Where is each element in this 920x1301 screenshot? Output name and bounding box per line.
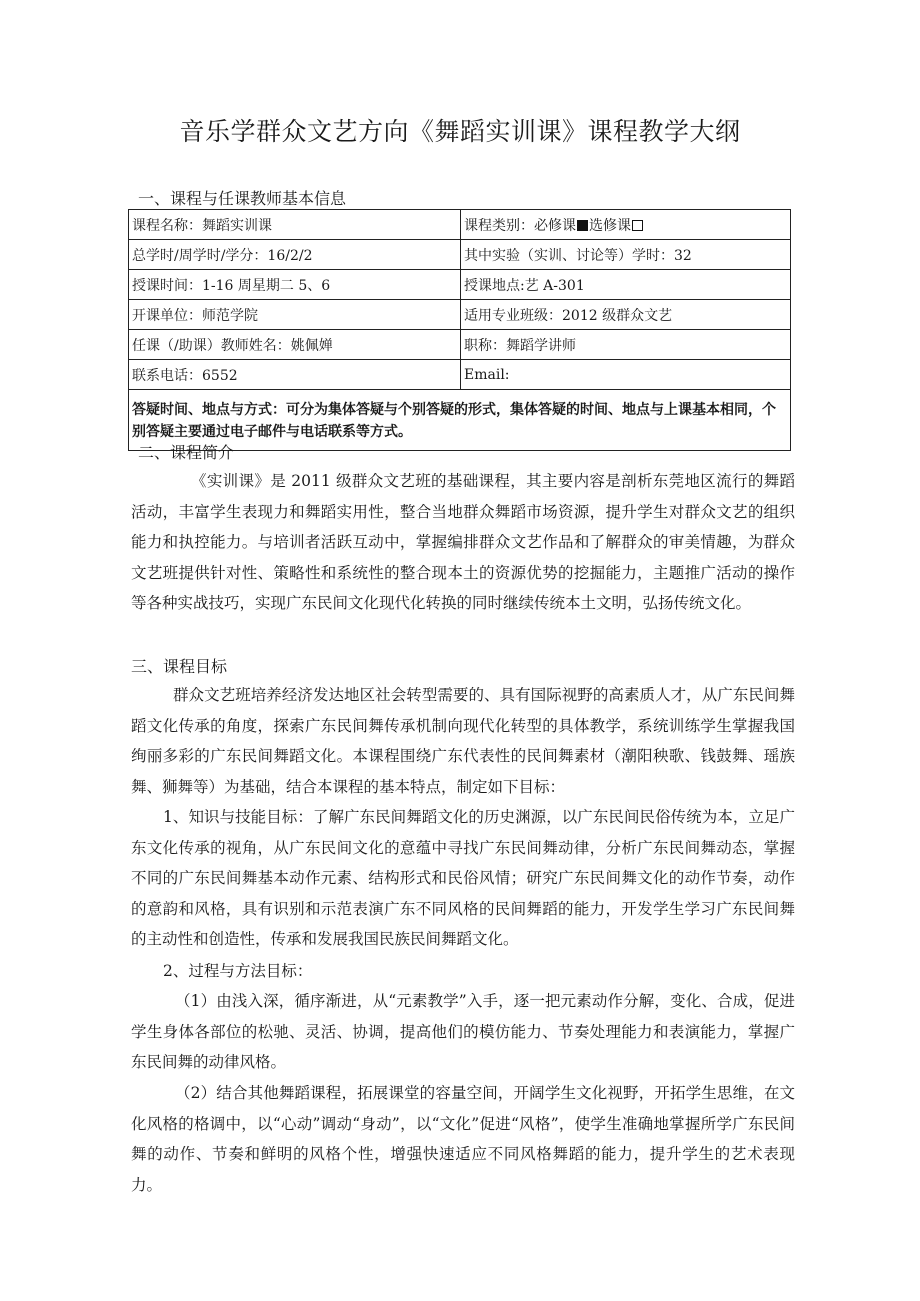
hours-credits-cell: 总学时/周学时/学分：16/2/2 [129,240,461,270]
office-hours-cell: 答疑时间、地点与方式：可分为集体答疑与个别答疑的形式，集体答疑的时间、地点与上课基本相同，个别答疑主要通过电子邮件与电话联系等方式。 [129,390,791,451]
course-type-cell [461,210,791,240]
checked-box-icon [577,220,588,231]
course-type-label: 课程类别：必修课 [464,217,576,234]
table-row [129,330,791,360]
table-row [129,270,791,300]
section-heading-basic-info: 一、课程与任课教师基本信息 [138,189,347,208]
section-heading-objectives: 三、课程目标 [131,657,228,676]
objectives-intro-paragraph: 群众文艺班培养经济发达地区社会转型需要的、具有国际视野的高素质人才，从广东民间舞蹈文化传承的角度，探索广东民间舞传承机制向现代化转型的具体教学，系统训练学生掌握我国绚丽多彩的广东民间舞蹈文化。本课程围绕广东代表性的民间舞素材（潮阳秧歌、钱鼓舞、瑶族舞、狮舞等）为基础，结合本课程的基本特点，制定如下目标： [131,686,795,796]
course-type-elective: 选修课 [589,217,631,234]
class-location-cell: 授课地点:艺 A-301 [461,270,791,300]
class-time-cell: 授课时间：1-16 周星期二 5、6 [129,270,461,300]
table-row [129,360,791,390]
teacher-name-cell: 任课（/助课）教师姓名：姚佩婵 [129,330,461,360]
section-heading-intro: 二、课程简介 [138,443,235,462]
table-row [129,300,791,330]
practice-hours-cell: 其中实验（实训、讨论等）学时：32 [461,240,791,270]
email-cell: Email: [461,360,791,390]
table-row [129,240,791,270]
teacher-title-cell: 职称：舞蹈学讲师 [461,330,791,360]
course-name-cell: 课程名称：舞蹈实训课 [129,210,461,240]
course-intro-paragraph: 《实训课》是 2011 级群众文艺班的基础课程，其主要内容是剖析东莞地区流行的舞蹈活动，丰富学生表现力和舞蹈实用性，整合当地群众舞蹈市场资源，提升学生对群众文艺的组织能力和执控能力。与培训者活跃互动中，掌握编排群众文艺作品和了解群众的审美情趣，为群众文艺班提供针对性、策略性和系统性的整合现本土的资源优势的挖掘能力，主题推广活动的操作等各种实战技巧，实现广东民间文化现代化转换的同时继续传统本土文明，弘扬传统文化。 [131,472,795,612]
process-method-goal-heading: 2、过程与方法目标： [163,962,313,980]
table-row [129,210,791,240]
knowledge-skill-goal-paragraph: 1、知识与技能目标：了解广东民间舞蹈文化的历史渊源，以广东民间民俗传统为本，立足广东文化传承的视角，从广东民间文化的意蕴中寻找广东民间舞动律，分析广东民间舞动态，掌握不同的广东民间舞基本动作元素、结构形式和民俗风情；研究广东民间舞文化的动作节奏，动作的意韵和风格，具有识别和示范表演广东不同风格的民间舞蹈的能力，开发学生学习广东民间舞的主动性和创造性，传承和发展我国民族民间舞蹈文化。 [131,808,795,948]
phone-cell: 联系电话：6552 [129,360,461,390]
unchecked-box-icon [632,220,643,231]
process-method-item-2: （2）结合其他舞蹈课程，拓展课堂的容量空间，开阔学生文化视野，开拓学生思维，在文化风格的格调中，以“心动”调动“身动”，以“文化”促进“风格”，使学生准确地掌握所学广东民间舞的动作、节奏和鲜明的风格个性，增强快速适应不同风格舞蹈的能力，提升学生的艺术表现力。 [131,1084,795,1194]
target-class-cell: 适用专业班级：2012 级群众文艺 [461,300,791,330]
process-method-item-1: （1）由浅入深，循序渐进，从“元素教学”入手，逐一把元素动作分解，变化、合成，促进学生身体各部位的松驰、灵活、协调，提高他们的模仿能力、节奏处理能力和表演能力，掌握广东民间舞的动律风格。 [131,992,795,1071]
course-info-table [128,209,791,451]
department-cell: 开课单位：师范学院 [129,300,461,330]
document-title: 音乐学群众文艺方向《舞蹈实训课》课程教学大纲 [179,117,741,146]
